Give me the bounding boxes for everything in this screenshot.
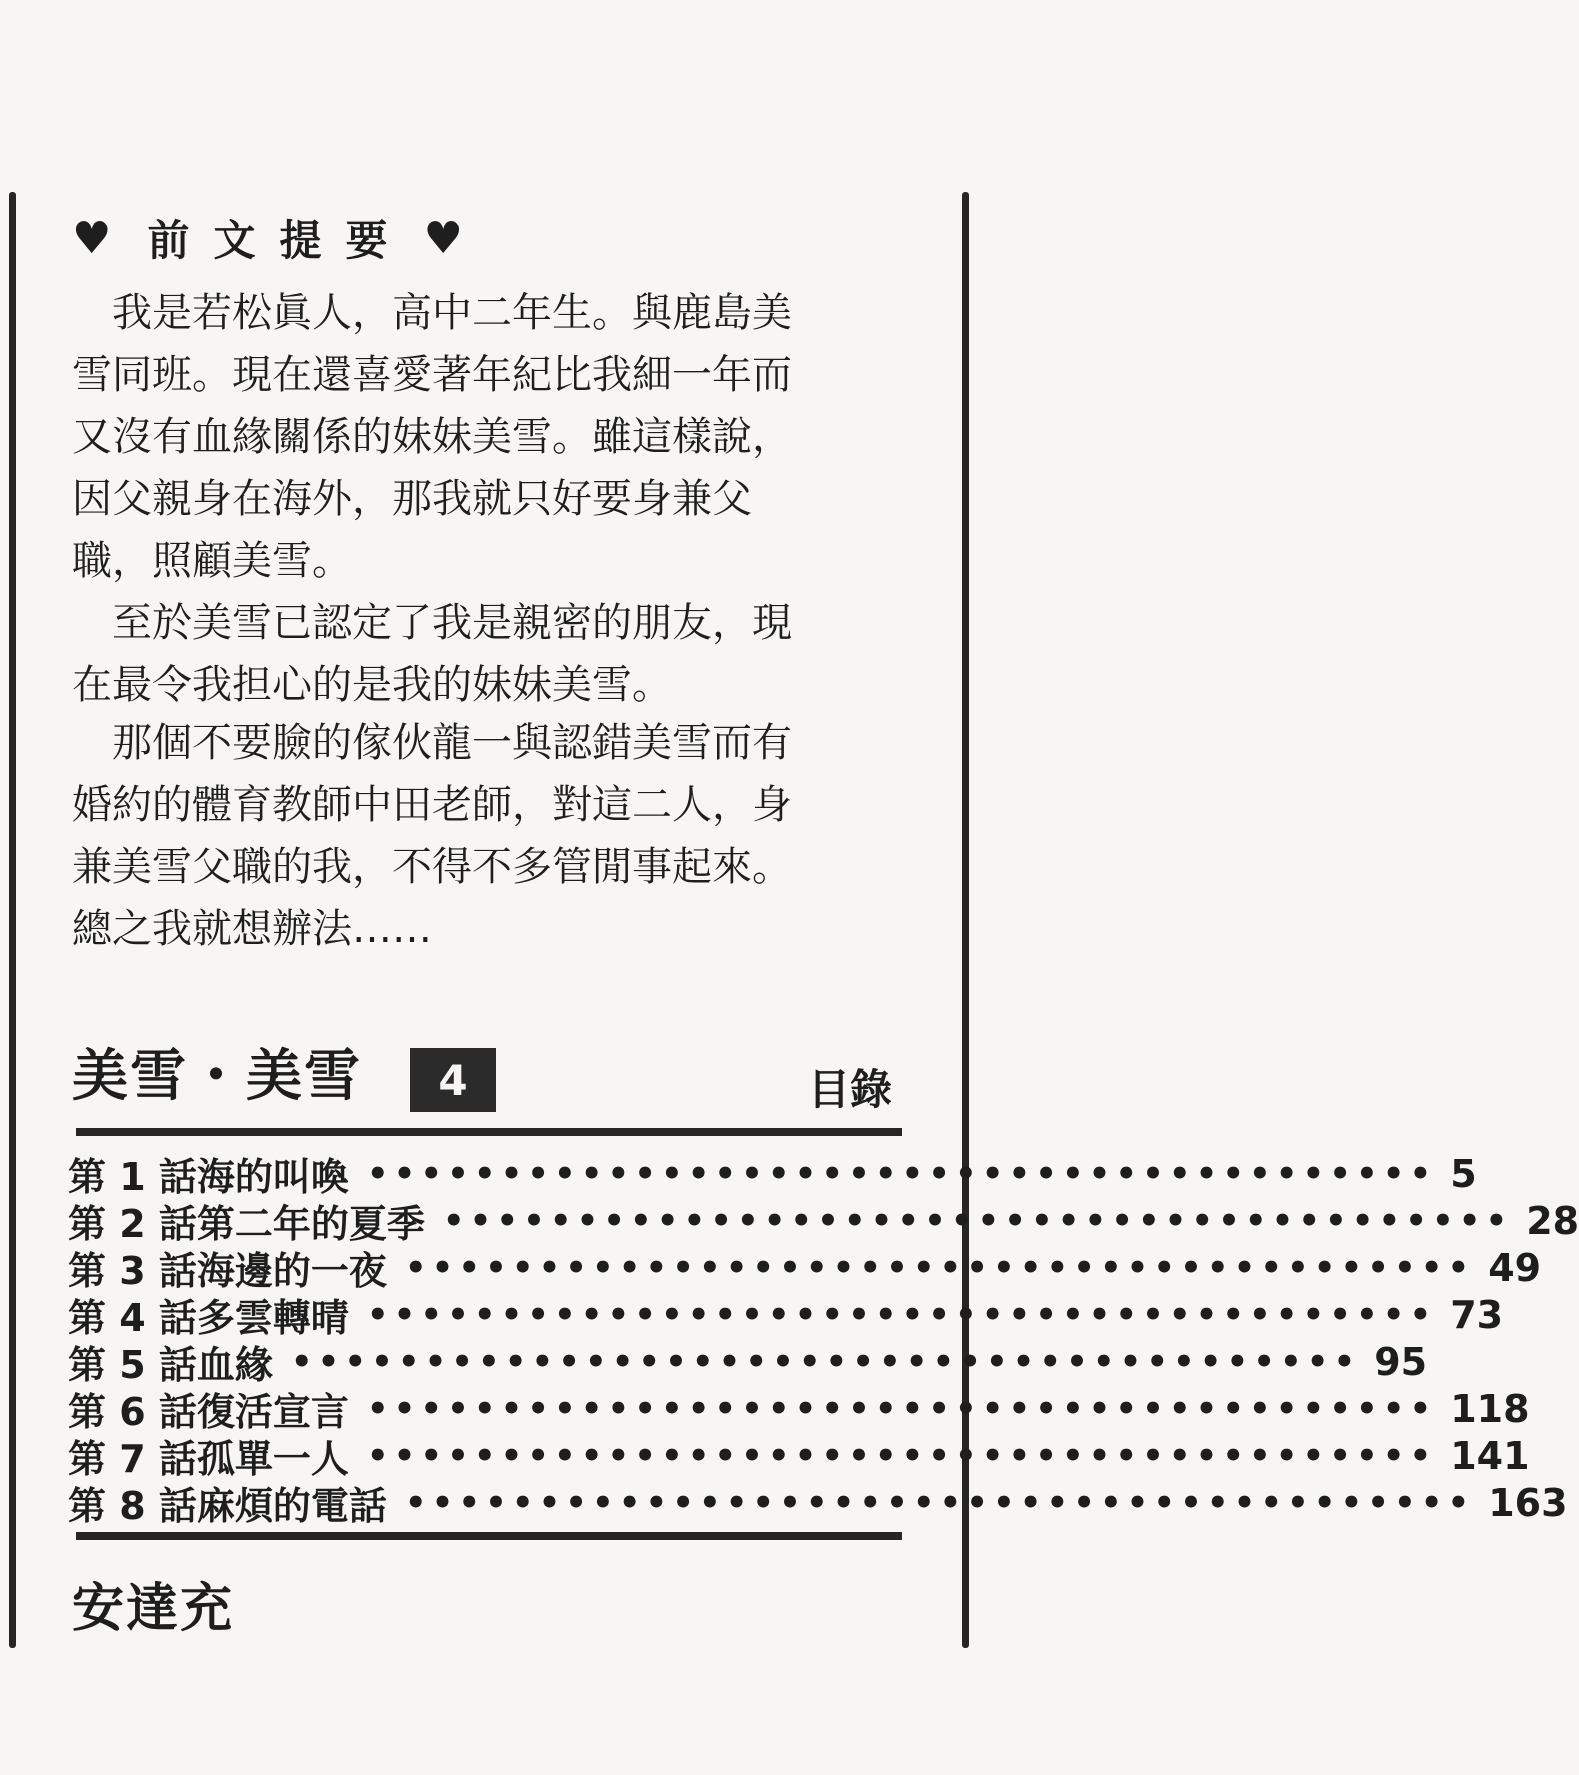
page-number: 73 bbox=[1450, 1292, 1504, 1337]
contents-label: 目錄 bbox=[808, 1065, 893, 1114]
text-line: 至於美雪已認定了我是親密的朋友，現 bbox=[112, 600, 792, 646]
text-line: 因父親身在海外，那我就只好要身兼父 bbox=[72, 476, 752, 522]
dot-leader: •••••••••••••••••••••••••••••••••••••••• bbox=[404, 1247, 1475, 1288]
author-name: 安達充 bbox=[72, 1579, 235, 1639]
toc-bottom-rule bbox=[76, 1532, 902, 1540]
table-of-contents bbox=[68, 1150, 1579, 1528]
heart-icon: ♥ bbox=[423, 212, 463, 264]
chapter-title: 孤單一人 bbox=[196, 1437, 349, 1481]
chapter-number: 第 4 話 bbox=[68, 1296, 197, 1340]
dot-leader: •••••••••••••••••••••••••••••••••••••••• bbox=[366, 1294, 1437, 1335]
chapter-number: 第 1 話 bbox=[68, 1155, 197, 1199]
toc-row bbox=[68, 1197, 1579, 1246]
text-line: 職，照顧美雪。 bbox=[72, 538, 352, 584]
text-line: 我是若松眞人，高中二年生。與鹿島美 bbox=[112, 290, 792, 336]
chapter-number: 第 3 話 bbox=[68, 1249, 197, 1293]
dot-leader: •••••••••••••••••••••••••••••••••••••••• bbox=[366, 1153, 1437, 1194]
text-line: 在最令我担心的是我的妹妹美雪。 bbox=[72, 662, 672, 708]
chapter-number: 第 6 話 bbox=[68, 1390, 197, 1434]
text-line: 雪同班。現在還喜愛著年紀比我細一年而 bbox=[72, 352, 792, 398]
chapter-title: 復活宣言 bbox=[196, 1390, 349, 1434]
toc-row bbox=[68, 1244, 1542, 1293]
chapter-number: 第 8 話 bbox=[68, 1484, 197, 1528]
text-line: 婚約的體育教師中田老師，對這二人，身 bbox=[72, 782, 792, 828]
left-border-line bbox=[9, 192, 16, 1648]
page-number: 141 bbox=[1450, 1433, 1530, 1478]
text-line: 又沒有血緣關係的妹妹美雪。雖這樣說， bbox=[72, 414, 792, 460]
text-line: 總之我就想辦法…… bbox=[72, 906, 432, 952]
toc-row bbox=[68, 1291, 1504, 1340]
chapter-title: 多雲轉晴 bbox=[196, 1296, 349, 1340]
chapter-number: 第 5 話 bbox=[68, 1343, 197, 1387]
heart-icon: ♥ bbox=[72, 212, 112, 264]
toc-row bbox=[68, 1338, 1428, 1387]
toc-top-rule bbox=[76, 1128, 902, 1136]
text-line: 兼美雪父職的我，不得不多管閒事起來。 bbox=[72, 844, 792, 890]
summary-heading bbox=[72, 210, 463, 266]
chapter-title: 海邊的一夜 bbox=[196, 1249, 387, 1293]
page-number: 49 bbox=[1488, 1245, 1542, 1290]
dot-leader: •••••••••••••••••••••••••••••••••••••••• bbox=[366, 1388, 1437, 1429]
summary-paragraph-2 bbox=[72, 592, 832, 716]
text-line: 那個不要臉的傢伙龍一與認錯美雪而有 bbox=[112, 720, 792, 766]
dot-leader: •••••••••••••••••••••••••••••••••••••••• bbox=[442, 1200, 1513, 1241]
page-number: 5 bbox=[1450, 1151, 1477, 1196]
right-border-line bbox=[962, 192, 969, 1648]
chapter-title: 血緣 bbox=[196, 1343, 273, 1387]
toc-row bbox=[68, 1432, 1530, 1481]
page-number: 95 bbox=[1374, 1339, 1428, 1384]
summary-paragraph-1 bbox=[72, 282, 832, 592]
toc-row bbox=[68, 1479, 1568, 1528]
series-title: 美雪・美雪 bbox=[72, 1044, 362, 1109]
chapter-number: 第 7 話 bbox=[68, 1437, 197, 1481]
volume-badge: 4 bbox=[410, 1048, 496, 1112]
summary-paragraph-3 bbox=[72, 712, 832, 960]
dot-leader: •••••••••••••••••••••••••••••••••••••••• bbox=[404, 1482, 1475, 1523]
toc-row bbox=[68, 1150, 1477, 1199]
summary-title: 前文提要 bbox=[147, 216, 412, 265]
dot-leader: •••••••••••••••••••••••••••••••••••••••• bbox=[290, 1341, 1361, 1382]
chapter-title: 海的叫喚 bbox=[196, 1155, 349, 1199]
dot-leader: •••••••••••••••••••••••••••••••••••••••• bbox=[366, 1435, 1437, 1476]
page-number: 163 bbox=[1488, 1480, 1568, 1525]
chapter-number: 第 2 話 bbox=[68, 1202, 197, 1246]
toc-row bbox=[68, 1385, 1530, 1434]
chapter-title: 第二年的夏季 bbox=[196, 1202, 425, 1246]
page-number: 28 bbox=[1526, 1198, 1579, 1243]
page-number: 118 bbox=[1450, 1386, 1530, 1431]
chapter-title: 麻煩的電話 bbox=[196, 1484, 387, 1528]
